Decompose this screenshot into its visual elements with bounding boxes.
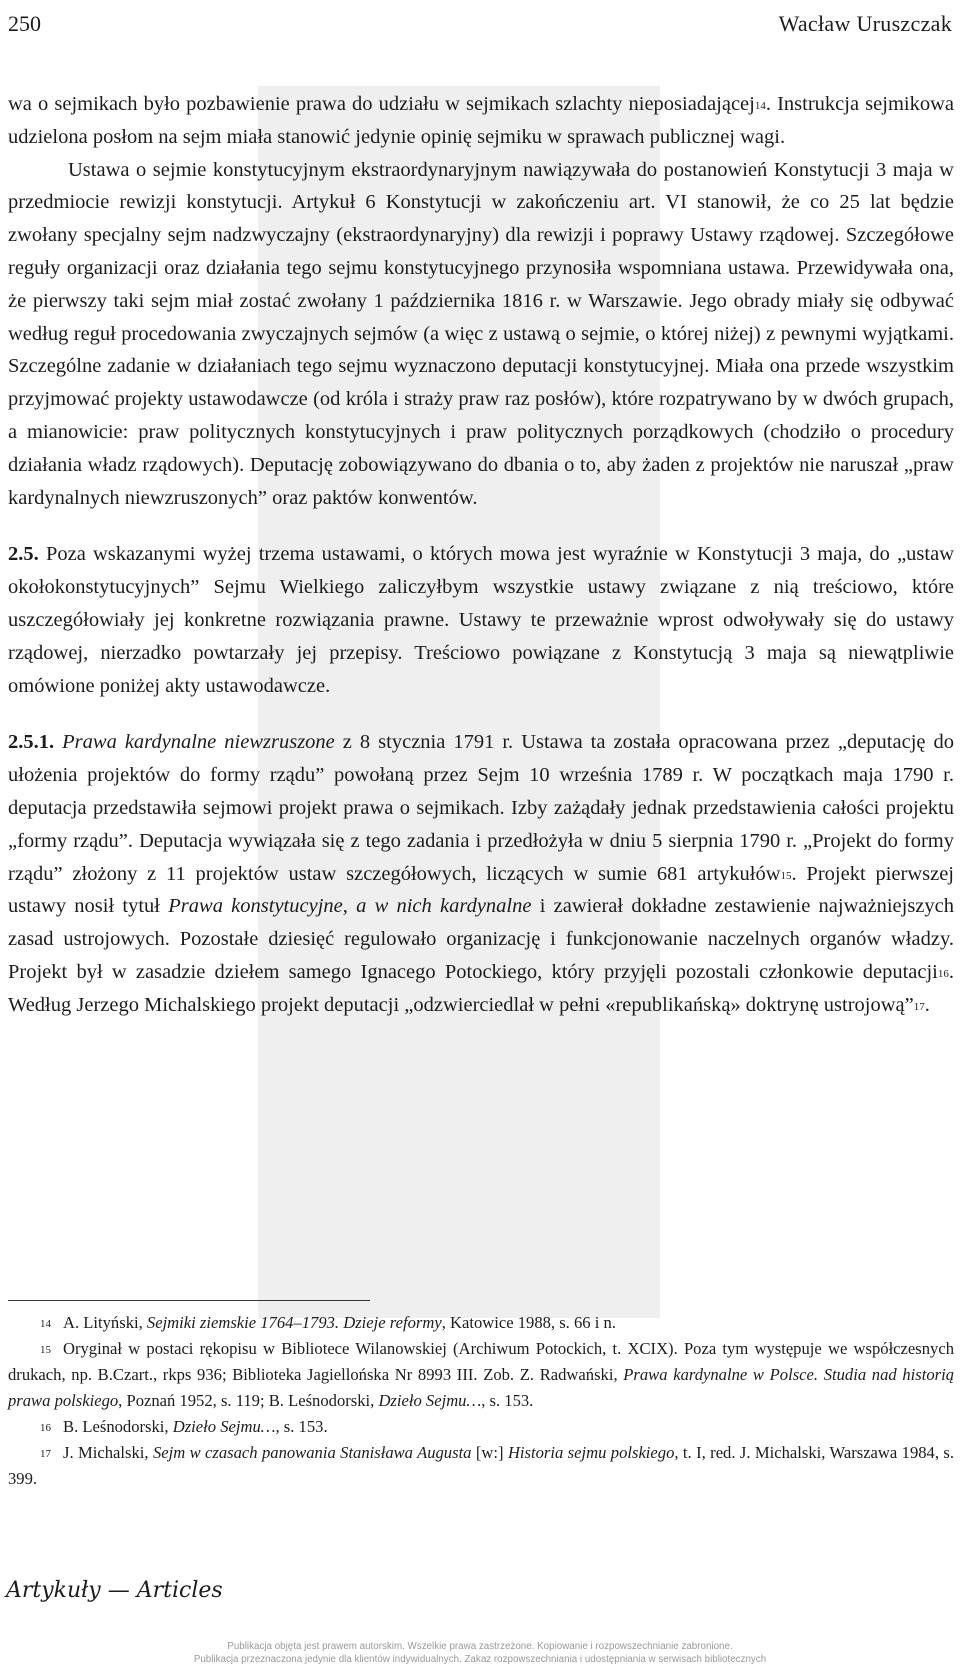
footnote-number: 16	[40, 1422, 51, 1434]
footnote-italic: Sejm w czasach panowania Stanisława Augusta	[152, 1443, 472, 1462]
section-text: Poza wskazanymi wyżej trzema ustawami, o których mowa jest wyraźnie w Konstytucji 3 maja, do „ustaw okołokonstytucyjnych” Sejmu Wielkiego zaliczyłbym wszystkie ustawy związane z nią treściowo, które uszczegółowiały jej konkretne rozwiązania prawne. Ustawy te przeważnie wprost odwoływały się do ustawy rządowej, nierzadko powtarzały jej przepisy. Treściowo powiązane z Konstytucją 3 maja są niewątpliwie omówione poniżej akty ustawodawcze.	[8, 543, 954, 697]
section-footer: Artykuły — Articles	[6, 1578, 223, 1603]
section-2-5	[8, 538, 954, 702]
section-2-5-1	[8, 726, 954, 1021]
section-title: Prawa kardynalne niewzruszone	[62, 731, 335, 754]
footnote-14	[8, 1310, 954, 1336]
footnote-ref-17: 17	[913, 1000, 925, 1013]
footnote-16	[8, 1414, 954, 1440]
footnote-15	[8, 1336, 954, 1414]
section-number: 2.5.	[8, 543, 39, 566]
footnote-text: , Katowice 1988, s. 66 i n.	[441, 1313, 616, 1332]
copyright-line: Publikacja przeznaczona jedynie dla klientów indywidualnych. Zakaz rozpowszechniania i udostępniania w serwisach bibliotecznych	[193, 1654, 767, 1665]
footnote-text: [w:]	[475, 1443, 504, 1462]
footnote-text: , s. 153.	[481, 1391, 534, 1410]
footnote-divider	[8, 1300, 370, 1301]
footnote-number: 17	[40, 1448, 51, 1460]
paragraph-text: . Instrukcja sejmikowa udzielona posłom na sejm miała stanowić jedynie opinię sejmiku w sprawach publicznej wagi.	[8, 93, 954, 148]
footnote-17	[8, 1440, 954, 1492]
body-text	[8, 88, 954, 1022]
section-text: . Według Jerzego Michalskiego projekt deputacji „odzwierciedlał w pełni «republikańską» doktrynę ustrojową”	[8, 960, 954, 1016]
footnote-italic: Prawa kardynalne w Polsce. Studia nad historią prawa polskiego	[8, 1365, 954, 1410]
footnote-text: , Poznań 1952, s. 119; B. Leśnodorski,	[118, 1391, 375, 1410]
running-head	[8, 6, 952, 42]
running-head-author: Wacław Uruszczak	[778, 11, 952, 36]
footnotes	[8, 1310, 954, 1492]
footnote-italic: Dzieło Sejmu…	[172, 1417, 276, 1436]
footnote-text: J. Michalski,	[63, 1443, 149, 1462]
paragraph-text: wa o sejmikach było pozbawienie prawa do udziału w sejmikach szlachty nieposiadającej	[8, 93, 755, 115]
footnote-text: B. Leśnodorski,	[63, 1417, 169, 1436]
section-number: 2.5.1.	[8, 731, 55, 754]
footnote-text: , t. I, red. J. Michalski, Warszawa 1984, s. 399.	[8, 1443, 955, 1488]
footnote-number: 14	[40, 1318, 51, 1330]
section-text: . Projekt pierwszej ustawy nosił tytuł	[8, 862, 954, 918]
copyright-line: Publikacja objęta jest prawem autorskim. Wszelkie prawa zastrzeżone. Kopiowanie i rozpowszechnianie zabronione.	[227, 1641, 733, 1652]
footnote-number: 15	[40, 1344, 51, 1356]
footnote-ref-15: 15	[780, 869, 792, 882]
section-text: .	[924, 993, 930, 1016]
section-text: z 8 stycznia 1791 r. Ustawa ta została opracowana przez „deputację do ułożenia projektów do formy rządu” powołaną przez Sejm 10 września 1789 r. W początkach maja 1790 r. deputacja przedstawiła sejmowi projekt prawa o sejmikach. Izby zażądały jednak przedstawienia całości projektu „formy rządu”. Deputacja wywiązała się z tego zadania i przedłożyła w dniu 5 sierpnia 1790 r. „Projekt do formy rządu” złożony z 11 projektów ustaw szczegółowych, liczących w sumie 681 artykułów	[8, 731, 954, 885]
footnote-italic: Dzieło Sejmu…	[378, 1391, 482, 1410]
footnote-ref-14: 14	[754, 100, 766, 112]
footnote-italic: Historia sejmu polskiego	[507, 1443, 675, 1462]
footnote-text: , s. 153.	[275, 1417, 328, 1436]
copyright-notice	[0, 1640, 960, 1666]
footnote-text: A. Lityński,	[63, 1313, 143, 1332]
paragraph-constitutional-sejm: Ustawa o sejmie konstytucyjnym ekstraordynaryjnym nawiązywała do postanowień Konstytucji 3 maja w przedmiocie rewizji konstytucji. Artykuł 6 Konstytucji w zakończeniu art. VI stanowił, że co 25 lat będzie zwołany specjalny sejm nadzwyczajny (ekstraordynaryjny) dla rewizji i poprawy Ustawy rządowej. Szczegółowe reguły organizacji oraz działania tego sejmu konstytucyjnego przynosiła wspomniana ustawa. Przewidywała ona, że pierwszy taki sejm miał zostać zwołany 1 października 1816 r. w Warszawie. Jego obrady miały się odbywać według reguł procedowania zwyczajnych sejmów (a więc z ustawą o sejmie, o której niżej) z pewnymi wyjątkami. Szczególne zadanie w działaniach tego sejmu wyznaczono deputacji konstytucyjnej. Miała ona przede wszystkim przyjmować projekty ustawodawcze (od króla i straży praw raz posłów), które rozpatrywano by w dwóch grupach, a mianowicie: praw politycznych konstytucyjnych i praw politycznych porządkowych (chodziło o procedury działania władz rządowych). Deputację zobowiązywano do dbania o to, aby żaden z projektów nie naruszał „praw kardynalnych niewzruszonych” oraz paktów konwentów.	[8, 158, 954, 509]
footnote-text: Oryginał w postaci rękopisu w Bibliotece Wilanowskiej (Archiwum Potockich, t. XCIX). Poza tym występuje we współczesnych drukach, np. B.Czart., rkps 936; Biblioteka Jagiellońska Nr 8993 III. Zob. Z. Radwański,	[8, 1339, 954, 1384]
section-text: i zawierał dokładne zestawienie najważniejszych zasad ustrojowych. Pozostałe dziesięć regulowało organizację i funkcjonowanie naczelnych organów władzy. Projekt był w zasadzie dziełem samego Ignacego Potockiego, który przyjęli pozostali członkowie deputacji	[8, 895, 955, 983]
footnote-ref-16: 16	[937, 967, 949, 980]
page-number: 250	[8, 11, 41, 36]
footnote-italic: Sejmiki ziemskie 1764–1793. Dzieje reformy	[146, 1313, 442, 1332]
italic-title: Prawa konstytucyjne, a w nich kardynalne	[168, 895, 532, 918]
paragraph-continued	[8, 88, 954, 154]
